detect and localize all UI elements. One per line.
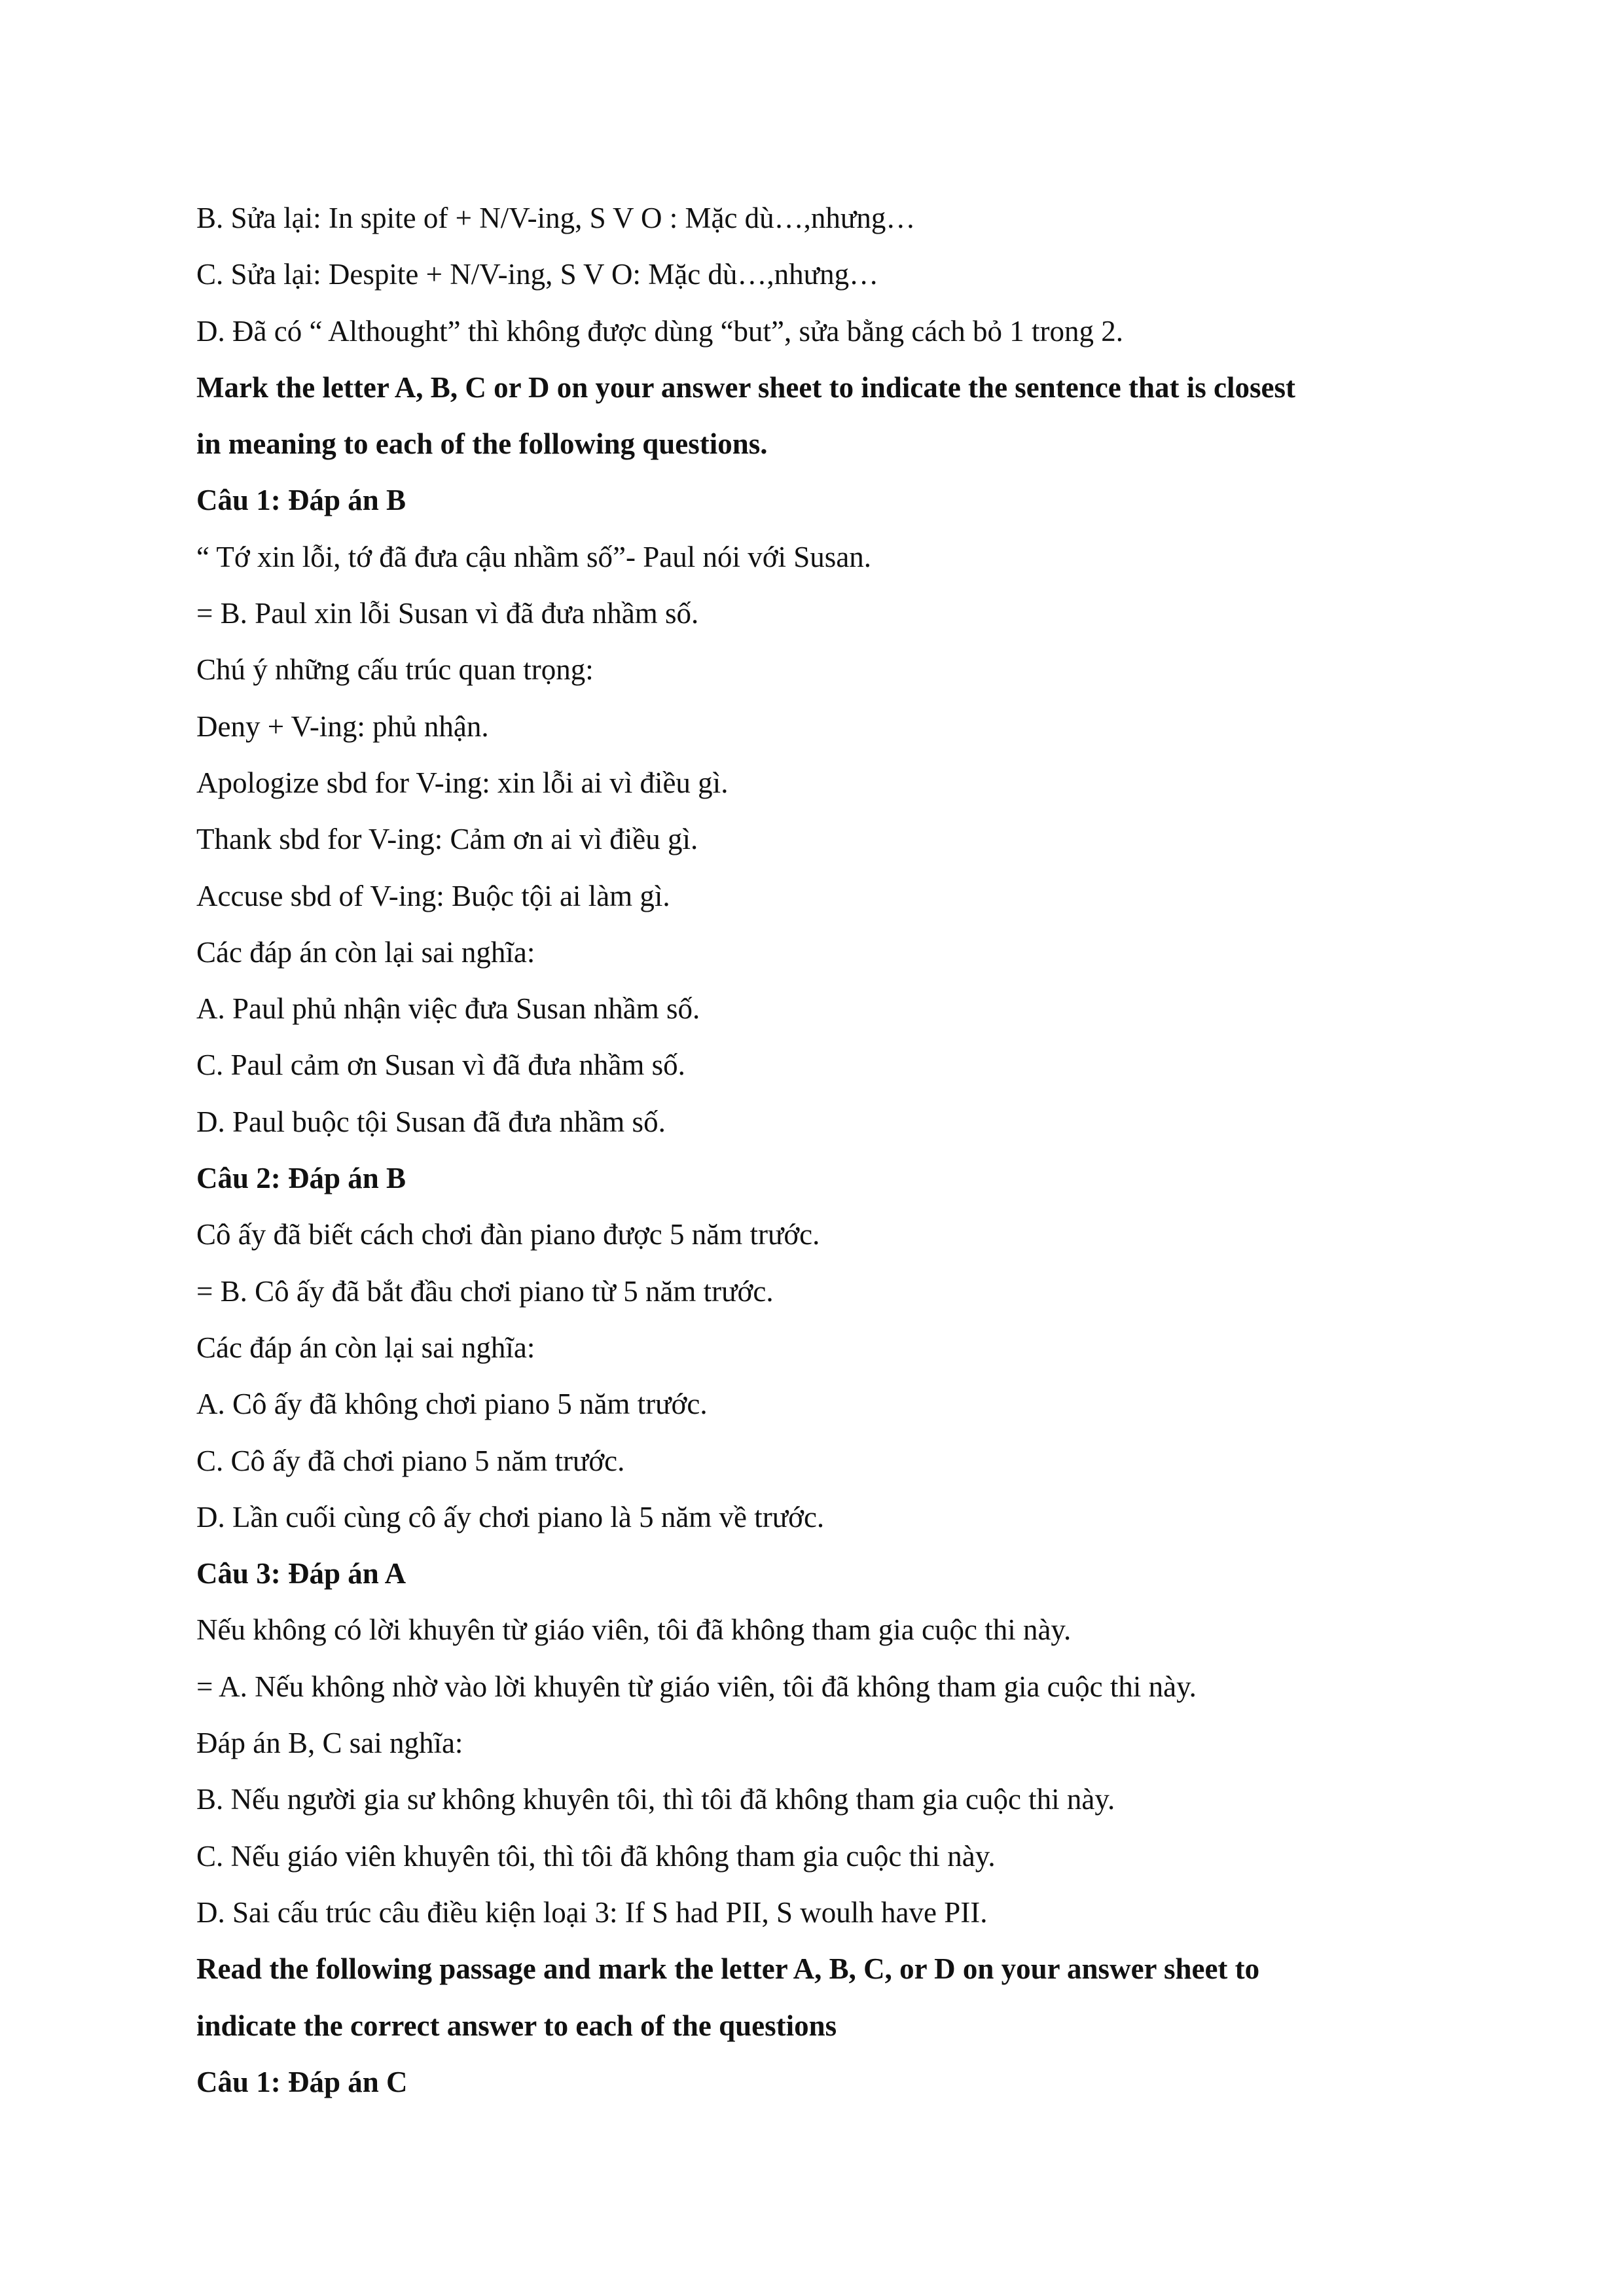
text-line: C. Cô ấy đã chơi piano 5 năm trước. — [196, 1444, 625, 1477]
text-line: Đáp án B, C sai nghĩa: — [196, 1727, 463, 1760]
text-line: D. Đã có “ Althought” thì không được dùng “but”, sửa bằng cách bỏ 1 trong 2. — [196, 314, 1124, 348]
text-line: Các đáp án còn lại sai nghĩa: — [196, 935, 535, 969]
text-line: = B. Cô ấy đã bắt đầu chơi piano từ 5 năm trước. — [196, 1274, 774, 1308]
text-line: C. Sửa lại: Despite + N/V-ing, S V O: Mặc dù…,nhưng… — [196, 258, 879, 291]
question-heading: Câu 1: Đáp án C — [196, 2065, 408, 2098]
question-heading: Câu 1: Đáp án B — [196, 484, 406, 517]
text-line: A. Cô ấy đã không chơi piano 5 năm trước. — [196, 1388, 708, 1421]
text-line: A. Paul phủ nhận việc đưa Susan nhầm số. — [196, 992, 700, 1026]
text-line: Cô ấy đã biết cách chơi đàn piano được 5 năm trước. — [196, 1218, 820, 1251]
document-page — [196, 190, 1440, 2110]
text-line: Nếu không có lời khuyên từ giáo viên, tôi đã không tham gia cuộc thi này. — [196, 1613, 1072, 1647]
section-instruction: Mark the letter A, B, C or D on your answer sheet to indicate the sentence that is closest — [196, 370, 1295, 404]
section-instruction: Read the following passage and mark the letter A, B, C, or D on your answer sheet to — [196, 1952, 1260, 1986]
text-line: Các đáp án còn lại sai nghĩa: — [196, 1331, 535, 1364]
text-line: D. Sai cấu trúc câu điều kiện loại 3: If S had PII, S woulh have PII. — [196, 1895, 988, 1929]
text-line: Thank sbd for V-ing: Cảm ơn ai vì điều gì. — [196, 823, 698, 856]
text-line: Apologize sbd for V-ing: xin lỗi ai vì điều gì. — [196, 766, 729, 799]
text-line: D. Lần cuối cùng cô ấy chơi piano là 5 năm về trước. — [196, 1500, 825, 1534]
text-line: B. Sửa lại: In spite of + N/V-ing, S V O : Mặc dù…,nhưng… — [196, 202, 916, 234]
text-line: “ Tớ xin lỗi, tớ đã đưa cậu nhầm số”- Paul nói với Susan. — [196, 540, 872, 573]
text-line: = A. Nếu không nhờ vào lời khuyên từ giáo viên, tôi đã không tham gia cuộc thi này. — [196, 1670, 1197, 1703]
question-heading: Câu 2: Đáp án B — [196, 1162, 406, 1195]
section-instruction: in meaning to each of the following questions. — [196, 427, 768, 461]
text-line: Deny + V-ing: phủ nhận. — [196, 709, 489, 743]
text-line: B. Nếu người gia sư không khuyên tôi, thì tôi đã không tham gia cuộc thi này. — [196, 1783, 1115, 1816]
text-line: = B. Paul xin lỗi Susan vì đã đưa nhầm số. — [196, 597, 699, 630]
text-line: Chú ý những cấu trúc quan trọng: — [196, 653, 594, 687]
text-line: C. Paul cảm ơn Susan vì đã đưa nhầm số. — [196, 1049, 685, 1082]
text-line: Accuse sbd of V-ing: Buộc tội ai làm gì. — [196, 879, 670, 912]
text-line: D. Paul buộc tội Susan đã đưa nhầm số. — [196, 1105, 666, 1138]
question-heading: Câu 3: Đáp án A — [196, 1557, 406, 1590]
text-line: C. Nếu giáo viên khuyên tôi, thì tôi đã không tham gia cuộc thi này. — [196, 1839, 996, 1873]
section-instruction: indicate the correct answer to each of the questions — [196, 2009, 837, 2042]
